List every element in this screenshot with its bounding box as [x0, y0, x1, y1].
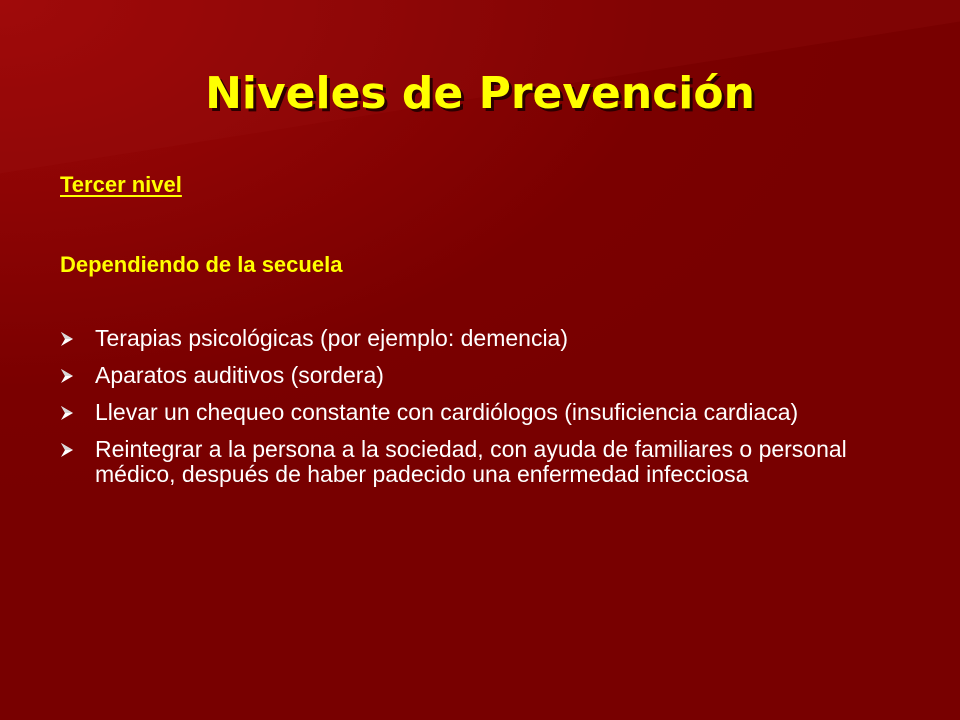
- list-item: [60, 363, 880, 388]
- bullet-text: Terapias psicológicas (por ejemplo: demencia): [95, 325, 569, 351]
- bullet-text: Llevar un chequeo constante con cardiólogos (insuficiencia cardiaca): [95, 399, 799, 425]
- bullet-list: [60, 326, 880, 499]
- list-item: [60, 400, 880, 425]
- slide-title: Niveles de Prevención: [205, 68, 755, 119]
- bullet-text: Aparatos auditivos (sordera): [95, 362, 384, 388]
- bullet-text: Reintegrar a la persona a la sociedad, con ayuda de familiares o personal médico, después de haber padecido una enfermedad infecciosa: [95, 436, 847, 487]
- arrowhead-bullet-icon: [60, 331, 74, 347]
- arrowhead-bullet-icon: [60, 405, 74, 421]
- section-subtitle: Tercer nivel: [60, 172, 182, 197]
- list-item: [60, 326, 880, 351]
- section-heading: Dependiendo de la secuela: [60, 252, 343, 277]
- arrowhead-bullet-icon: [60, 368, 74, 384]
- arrowhead-bullet-icon: [60, 442, 74, 458]
- list-item: [60, 437, 880, 487]
